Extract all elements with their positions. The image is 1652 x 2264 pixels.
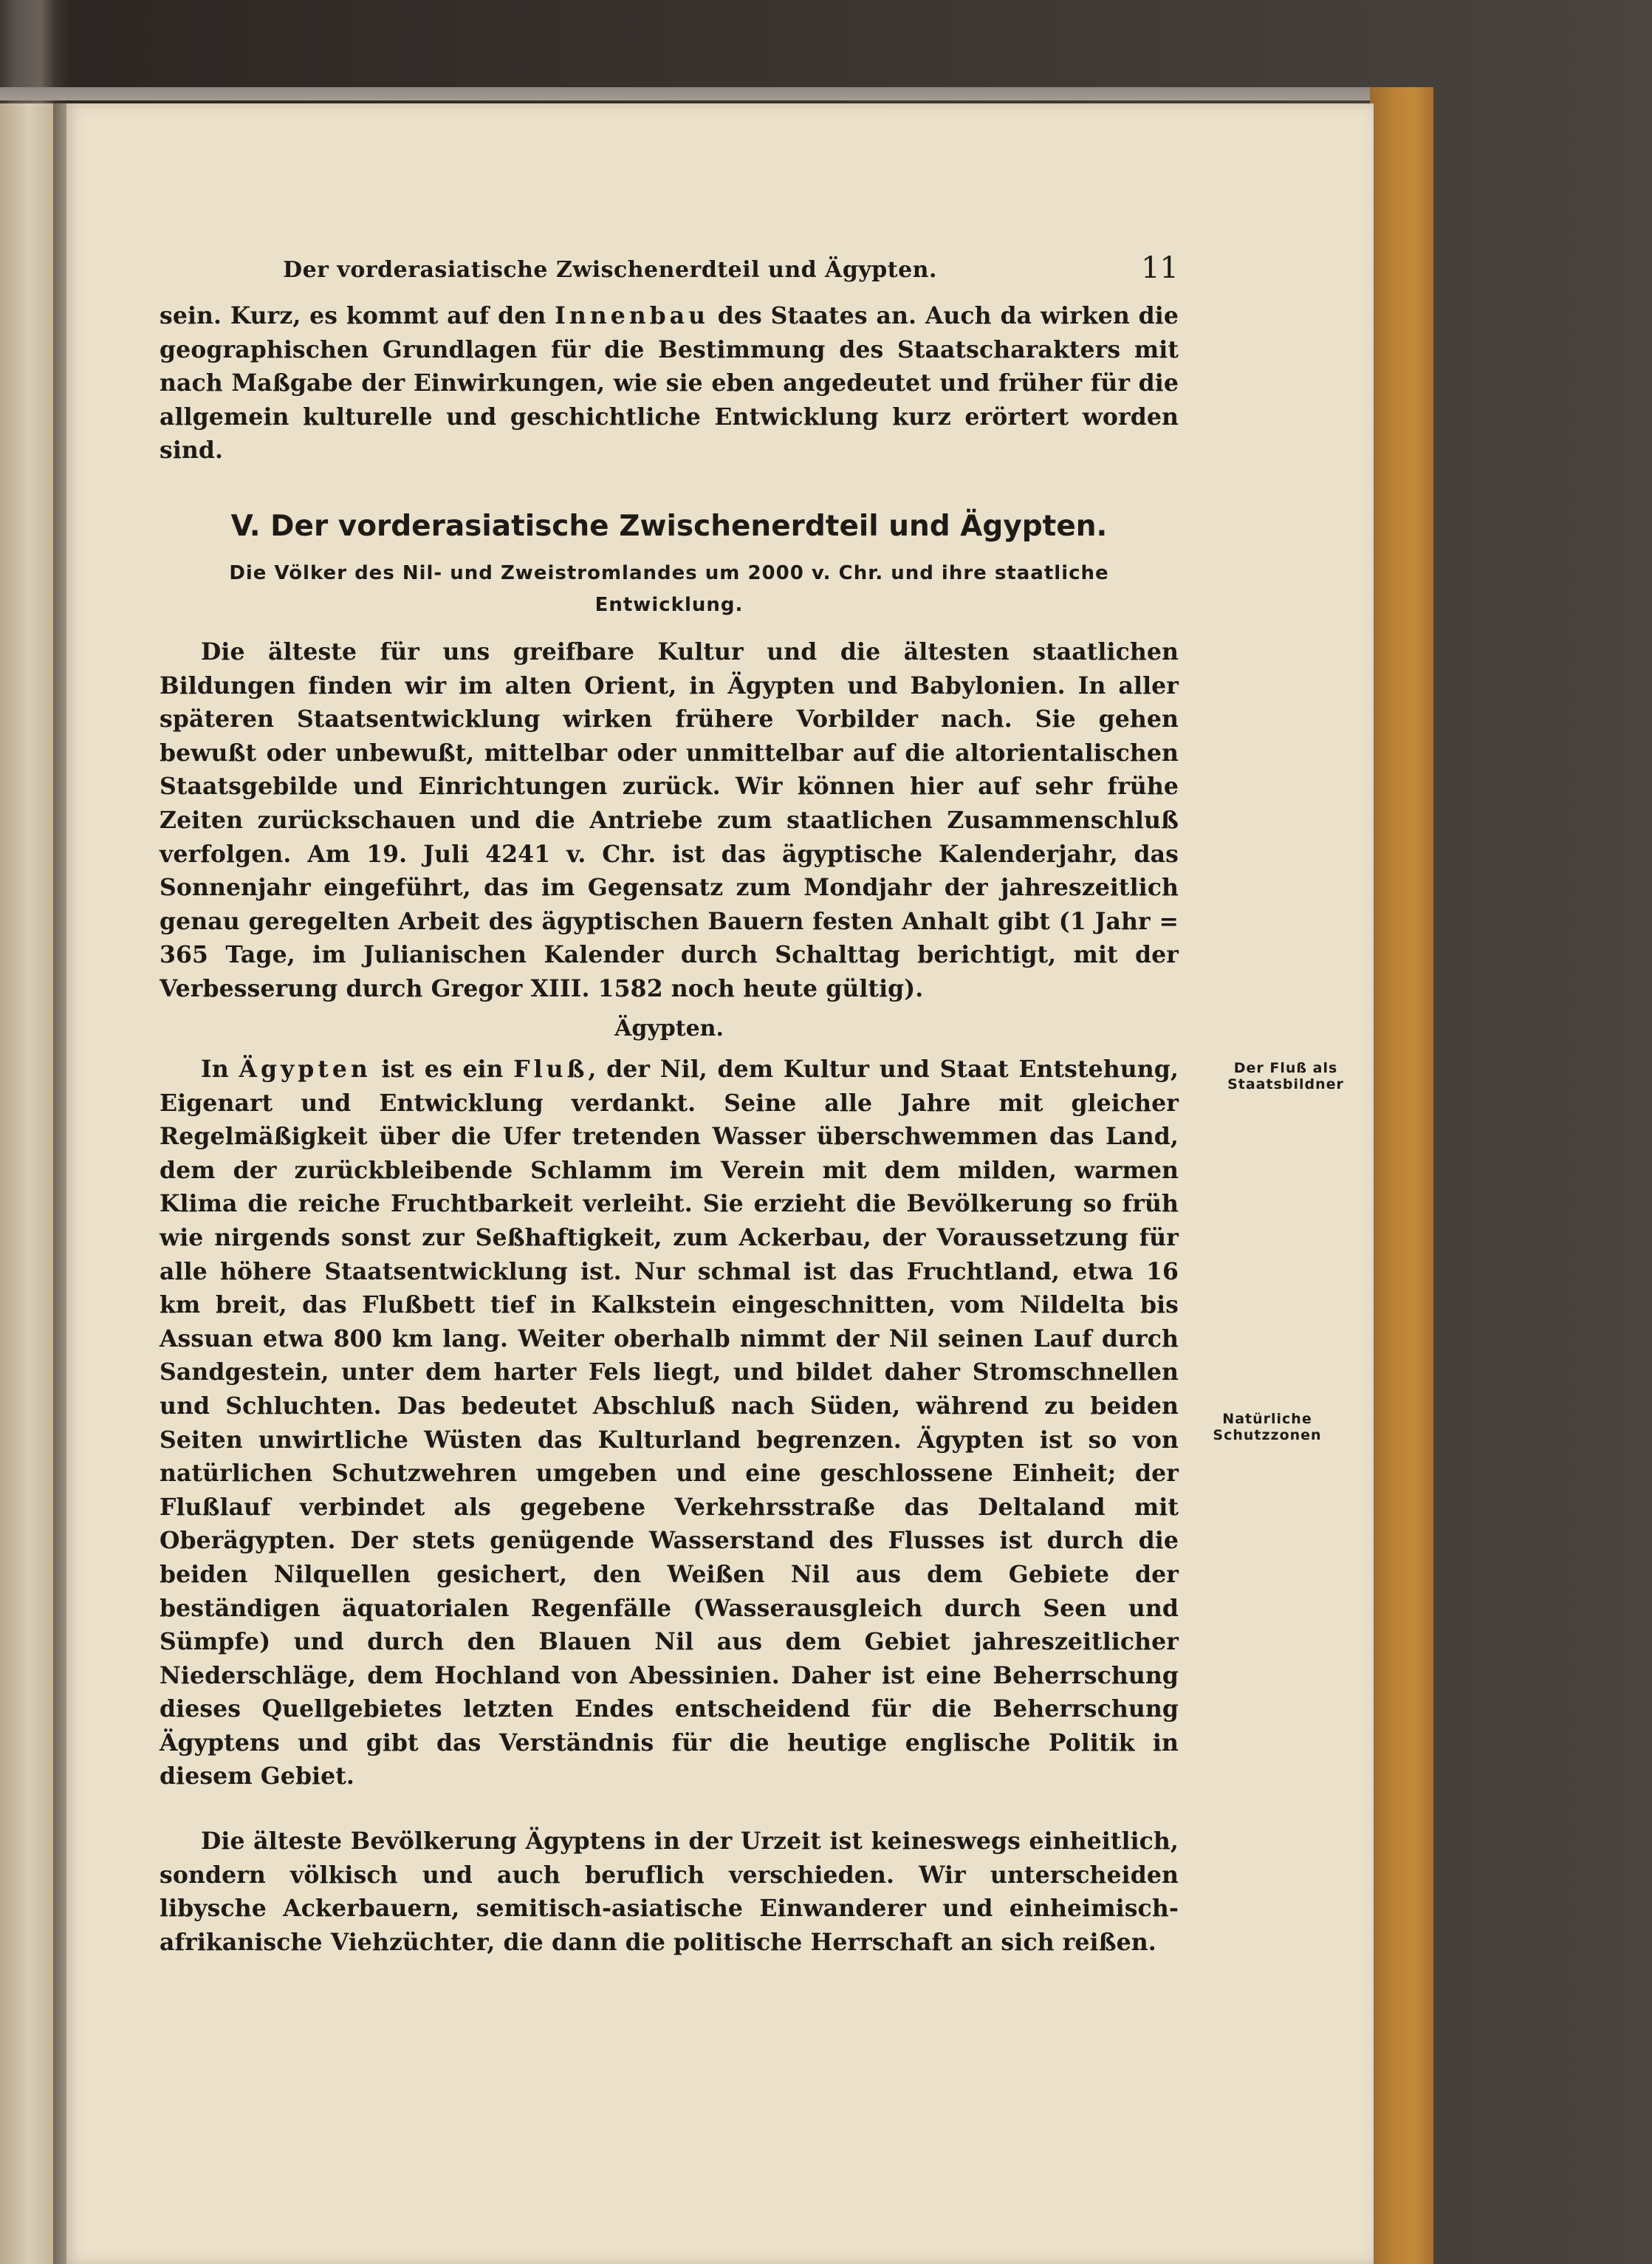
book-gutter <box>53 103 66 2264</box>
paragraph-3-emphasis-egypt: Ägypten <box>239 1056 371 1083</box>
chapter-title: V. Der vorderasiatische Zwischenerdteil und Ägypten. <box>230 510 1108 543</box>
paragraph-3-post: , der Nil, dem Kultur und Staat Entstehung, Eigenart und Entwicklung verdankt. Seine alle Jahre mit gleicher Regelmäßigkeit über die Ufer tretenden Wasser überschwemmen das Land, dem der zurückbleibende Schlamm im Verein mit dem milden, warmen Klima die reiche Fruchtbarkeit verleiht. Sie erzieht die Bevölkerung so früh wie nirgends sonst zur Seßhaftigkeit, zum Ackerbau, der Voraussetzung für alle höhere Staatsentwicklung ist. Nur schmal ist das Fruchtland, etwa 16 km breit, das Flußbett tief in Kalkstein eingeschnitten, vom Nildelta bis Assuan etwa 800 km lang. Weiter oberhalb nimmt der Nil seinen Lauf durch Sandgestein, unter dem harter Fels liegt, und bildet daher Stromschnellen und Schluchten. Das bedeutet Abschluß nach Süden, während zu beiden Seiten unwirtliche Wüsten das Kulturland begrenzen. Ägypten ist so von natürlichen Schutzwehren umgeben und eine geschlossene Einheit; der Flußlauf verbindet als gegebene Verkehrsstraße das Deltaland mit Oberägypten. Der stets genügende Wasserstand des Flusses ist durch die beiden Nilquellen gesichert, den Weißen Nil aus dem Gebiete der beständigen äquatorialen Regenfälle (Wasserausgleich durch Seen und Sümpfe) und durch den Blauen Nil aus dem Gebiet jahreszeitlicher Niederschläge, dem Hochland von Abessinien. Daher ist eine Beherrschung dieses Quellgebietes letzten Endes entscheidend für die Beherrschung Ägyptens und gibt das Verständnis für die heutige englische Politik in diesem Gebiet. <box>160 1056 1179 1791</box>
section-title: Ägypten. <box>614 1016 724 1042</box>
book-cover-right-edge <box>1370 87 1433 2264</box>
running-head <box>160 251 1179 295</box>
paragraph-4: Die älteste Bevölkerung Ägyptens in der Urzeit ist keineswegs einheitlich, sondern völkisch und auch beruflich verschieden. Wir unterscheiden libysche Ackerbauern, semitisch-asiatische Einwanderer und einheimisch-afrikanische Viehzüchter, die dann die politische Herrschaft an sich reißen. <box>160 1827 1179 1956</box>
book-page <box>66 103 1374 2264</box>
running-head-title: Der vorderasiatische Zwischenerdteil und Ägypten. <box>283 257 937 283</box>
paragraph-1-before: sein. Kurz, es kommt auf den <box>160 302 555 329</box>
paragraph-2: Die älteste für uns greifbare Kultur und die ältesten staatlichen Bildungen finden wir im alten Orient, in Ägypten und Babylonien. In aller späteren Staatsentwicklung wirken frühere Vorbilder nach. Sie gehen bewußt oder unbewußt, mittelbar oder unmittelbar auf die altorientalischen Staatsgebilde und Einrichtungen zurück. Wir können hier auf sehr frühe Zeiten zurückschauen und die Antriebe zum staatlichen Zusammenschluß verfolgen. Am 19. Juli 4241 v. Chr. ist das ägyptische Kalenderjahr, das Sonnenjahr eingeführt, das im Gegensatz zum Mondjahr der jahreszeitlich genau geregelten Arbeit des ägyptischen Bauern festen Anhalt gibt (1 Jahr = 365 Tage, im Julianischen Kalender durch Schalttag berichtigt, mit der Verbesserung durch Gregor XIII. 1582 noch heute gültig). <box>160 638 1179 1002</box>
paragraph-3-emphasis-river: Fluß <box>513 1056 589 1083</box>
paragraph-1-after: des Staates an. Auch da wirken die geographischen Grundlagen für die Bestimmung des Staatscharakters mit nach Maßgabe der Einwirkungen, wie sie eben angedeutet und früher für die allgemein kulturelle und geschichtliche Entwicklung kurz erörtert worden sind. <box>160 302 1179 465</box>
paragraph-1 <box>160 299 1179 468</box>
chapter-subtitle: Die Völker des Nil- und Zweistromlandes um 2000 v. Chr. und ihre staatliche Entwicklung. <box>229 562 1109 616</box>
page-number: 11 <box>1141 251 1179 285</box>
paragraph-3-pre: In <box>201 1056 239 1083</box>
margin-note-natural-protection: Natürliche Schutzzonen <box>1213 1411 1322 1443</box>
paragraph-3-mid: ist es ein <box>371 1056 514 1083</box>
paragraph-1-emphasis: Innenbau <box>555 302 709 329</box>
margin-note-river-state: Der Fluß als Staatsbildner <box>1227 1060 1344 1092</box>
book-cover-top-edge <box>0 87 1433 100</box>
previous-page-edge <box>0 103 53 2264</box>
paragraph-3 <box>160 1053 1179 1793</box>
